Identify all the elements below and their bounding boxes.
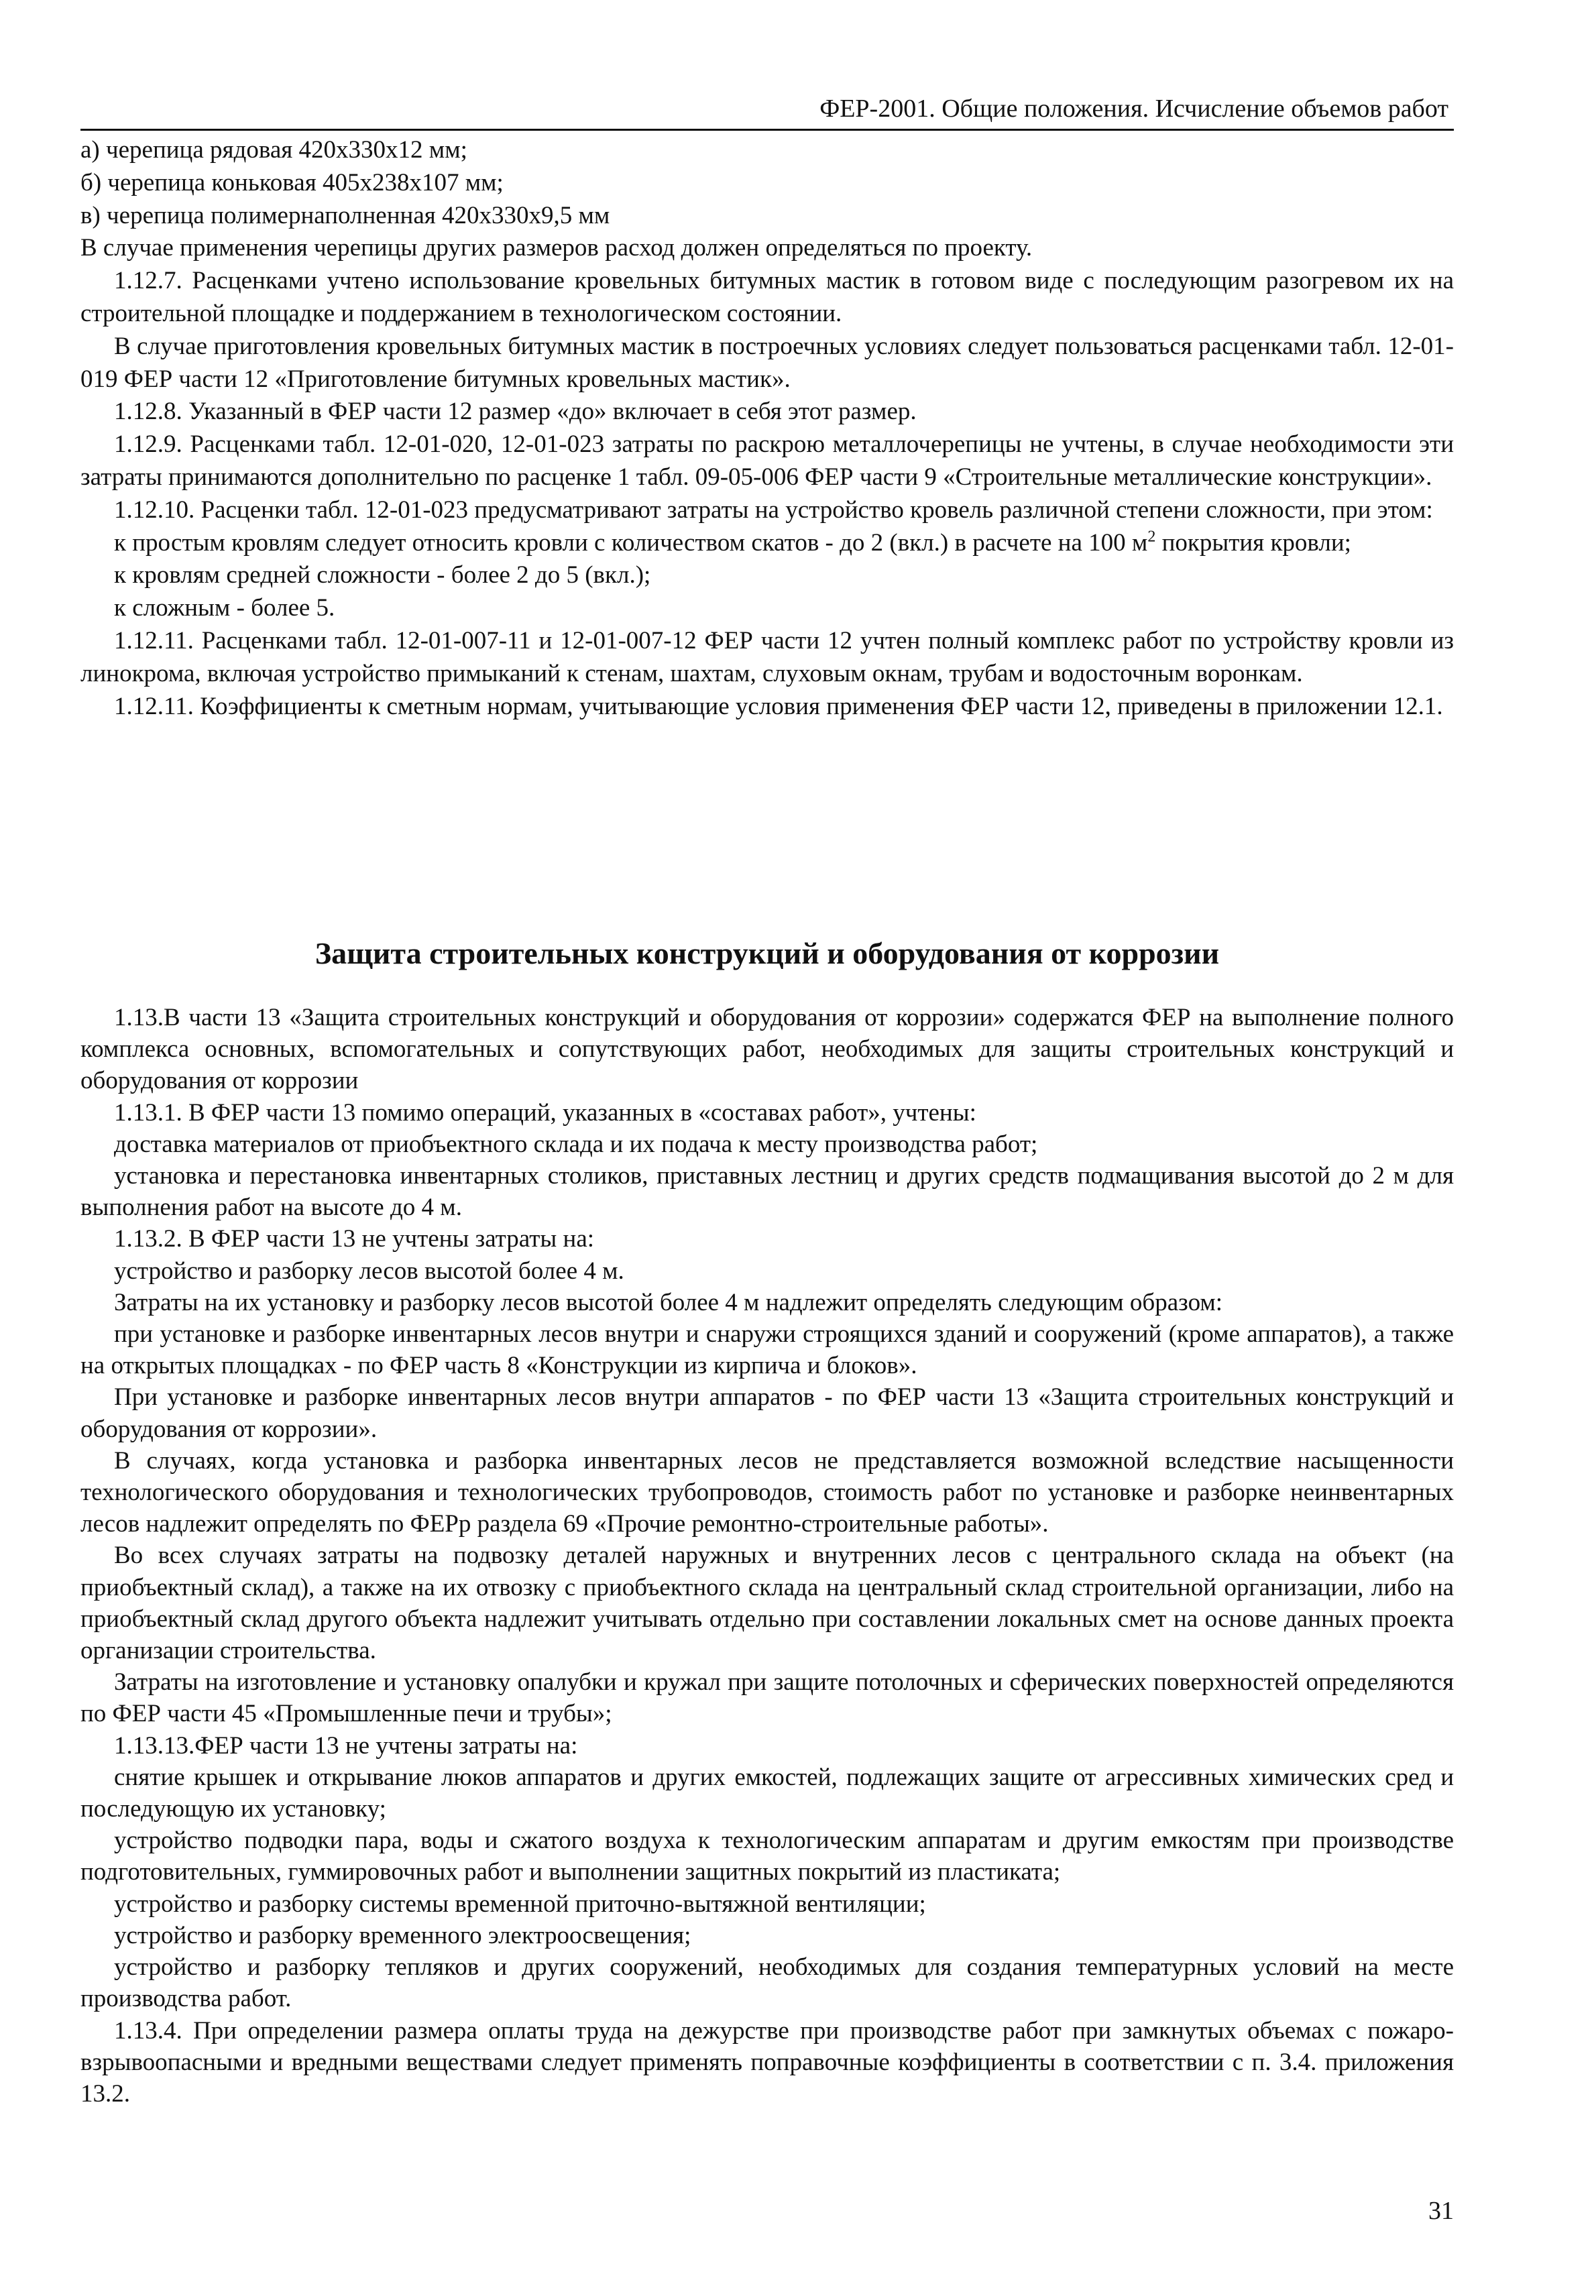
- paragraph: 1.13.1. В ФЕР части 13 помимо операций, указанных в «составах работ», учтены:: [114, 1098, 976, 1127]
- paragraph: 1.12.11. Расценками табл. 12-01-007-11 и 12-01-007-12 ФЕР части 12 учтен полный комплекс работ по устройству кровли из линокрома, включая устройство примыканий к стенам, шахтам, слуховым окнам, трубам и водосточным воронкам.: [80, 626, 1454, 687]
- paragraph: 1.13.13.ФЕР части 13 не учтены затраты на:: [114, 1731, 578, 1760]
- paragraph: установка и перестановка инвентарных столиков, приставных лестниц и других средств подмащивания высотой до 2 м для выполнения работ на высоте до 4 м.: [80, 1162, 1454, 1222]
- paragraph-with-superscript: [80, 527, 1454, 560]
- paragraph: В случае применения черепицы других размеров расход должен определяться по проекту.: [80, 234, 1033, 262]
- paragraph: Затраты на их установку и разборку лесов высотой более 4 м надлежит определять следующим образом:: [114, 1288, 1223, 1316]
- paragraph: в) черепица полимернаполненная 420x330x9,5 мм: [80, 201, 610, 229]
- paragraph: к кровлям средней сложности - более 2 до 5 (вкл.);: [114, 561, 651, 589]
- paragraph: устройство и разборку системы временной приточно-вытяжной вентиляции;: [114, 1890, 926, 1918]
- superscript: 2: [1147, 528, 1156, 546]
- paragraph: устройство и разборку временного электроосвещения;: [114, 1921, 691, 1949]
- paragraph: снятие крышек и открывание люков аппаратов и других емкостей, подлежащих защите от агрессивных химических сред и последующую их установку;: [80, 1763, 1454, 1823]
- paragraph: 1.12.11. Коэффициенты к сметным нормам, учитывающие условия применения ФЕР части 12, приведены в приложении 12.1.: [114, 692, 1443, 720]
- header-title: ФЕР-2001. Общие положения. Исчисление объемов работ: [819, 95, 1448, 123]
- paragraph: б) черепица коньковая 405x238x107 мм;: [80, 168, 504, 196]
- paragraph: устройство и разборку тепляков и других сооружений, необходимых для создания температурных условий на месте производства работ.: [80, 1953, 1454, 2013]
- paragraph-tail: покрытия кровли;: [1155, 528, 1351, 557]
- paragraph: 1.13.В части 13 «Защита строительных конструкций и оборудования от коррозии» содержатся ФЕР на выполнение полного комплекса основных, вспомогательных и сопутствующих работ, необходимых для защиты строительных конструкций и оборудования от коррозии: [80, 1004, 1454, 1095]
- paragraph: 1.12.8. Указанный в ФЕР части 12 размер «до» включает в себя этот размер.: [114, 398, 917, 426]
- section-heading: Защита строительных конструкций и оборудования от коррозии: [315, 936, 1220, 970]
- paragraph: В случае приготовления кровельных битумных мастик в построечных условиях следует пользоваться расценками табл. 12-01-019 ФЕР части 12 «Приготовление битумных кровельных мастик».: [80, 332, 1454, 393]
- page-number: 31: [1428, 2197, 1454, 2225]
- paragraph-text: к простым кровлям следует относить кровли с количеством скатов - до 2 (вкл.) в расчете на 100 м: [114, 528, 1148, 557]
- paragraph: а) черепица рядовая 420x330x12 мм;: [80, 136, 467, 164]
- section-corrosion-text: [80, 1002, 1454, 2110]
- running-header: [80, 93, 1454, 131]
- paragraph: 1.13.4. При определении размера оплаты труда на дежурстве при производстве работ при замкнутых объемах с пожаро-взрывоопасными и вредными веществами следует применять поправочные коэффициенты в соответствии с п. 3.4. приложения 13.2.: [80, 2016, 1454, 2108]
- paragraph: к сложным - более 5.: [114, 594, 335, 622]
- paragraph: При установке и разборке инвентарных лесов внутри аппаратов - по ФЕР части 13 «Защита строительных конструкций и оборудования от коррозии».: [80, 1383, 1454, 1443]
- paragraph: 1.12.7. Расценками учтено использование кровельных битумных мастик в готовом виде с последующим разогревом их на строительной площадке и поддержанием в технологическом состоянии.: [80, 267, 1454, 327]
- paragraph: Затраты на изготовление и установку опалубки и кружал при защите потолочных и сферических поверхностей определяются по ФЕР части 45 «Промышленные печи и трубы»;: [80, 1668, 1454, 1728]
- paragraph: 1.12.9. Расценками табл. 12-01-020, 12-01-023 затраты по раскрою металлочерепицы не учтены, в случае необходимости эти затраты принимаются дополнительно по расценке 1 табл. 09-05-006 ФЕР части 9 «Строительные металлические конструкции».: [80, 431, 1454, 491]
- paragraph: В случаях, когда установка и разборка инвентарных лесов не представляется возможной вследствие насыщенности технологического оборудования и технологических трубопроводов, стоимость работ по установке и разборке неинвентарных лесов надлежит определять по ФЕРр раздела 69 «Прочие ремонтно-строительные работы».: [80, 1446, 1454, 1538]
- paragraph: доставка материалов от приобъектного склада и их подача к месту производства работ;: [114, 1130, 1038, 1158]
- paragraph: 1.13.2. В ФЕР части 13 не учтены затраты на:: [114, 1225, 595, 1253]
- paragraph: 1.12.10. Расценки табл. 12-01-023 предусматривают затраты на устройство кровель различной степени сложности, при этом:: [114, 496, 1433, 524]
- section-roofing-text: [80, 134, 1454, 723]
- paragraph: при установке и разборке инвентарных лесов внутри и снаружи строящихся зданий и сооружений (кроме аппаратов), а также на открытых площадках - по ФЕР часть 8 «Конструкции из кирпича и блоков».: [80, 1320, 1454, 1380]
- paragraph: устройство и разборку лесов высотой более 4 м.: [114, 1257, 624, 1285]
- paragraph: устройство подводки пара, воды и сжатого воздуха к технологическим аппаратам и другим емкостям при производстве подготовительных, гуммировочных работ и выполнении защитных покрытий из пластиката;: [80, 1827, 1454, 1886]
- paragraph: Во всех случаях затраты на подвозку деталей наружных и внутренних лесов с центрального склада на объект (на приобъектный склад), а также на их отвозку с приобъектного склада на центральный склад строительной организации, либо на приобъектный склад другого объекта надлежит учитывать отдельно при составлении локальных смет на основе данных проекта организации строительства.: [80, 1542, 1454, 1665]
